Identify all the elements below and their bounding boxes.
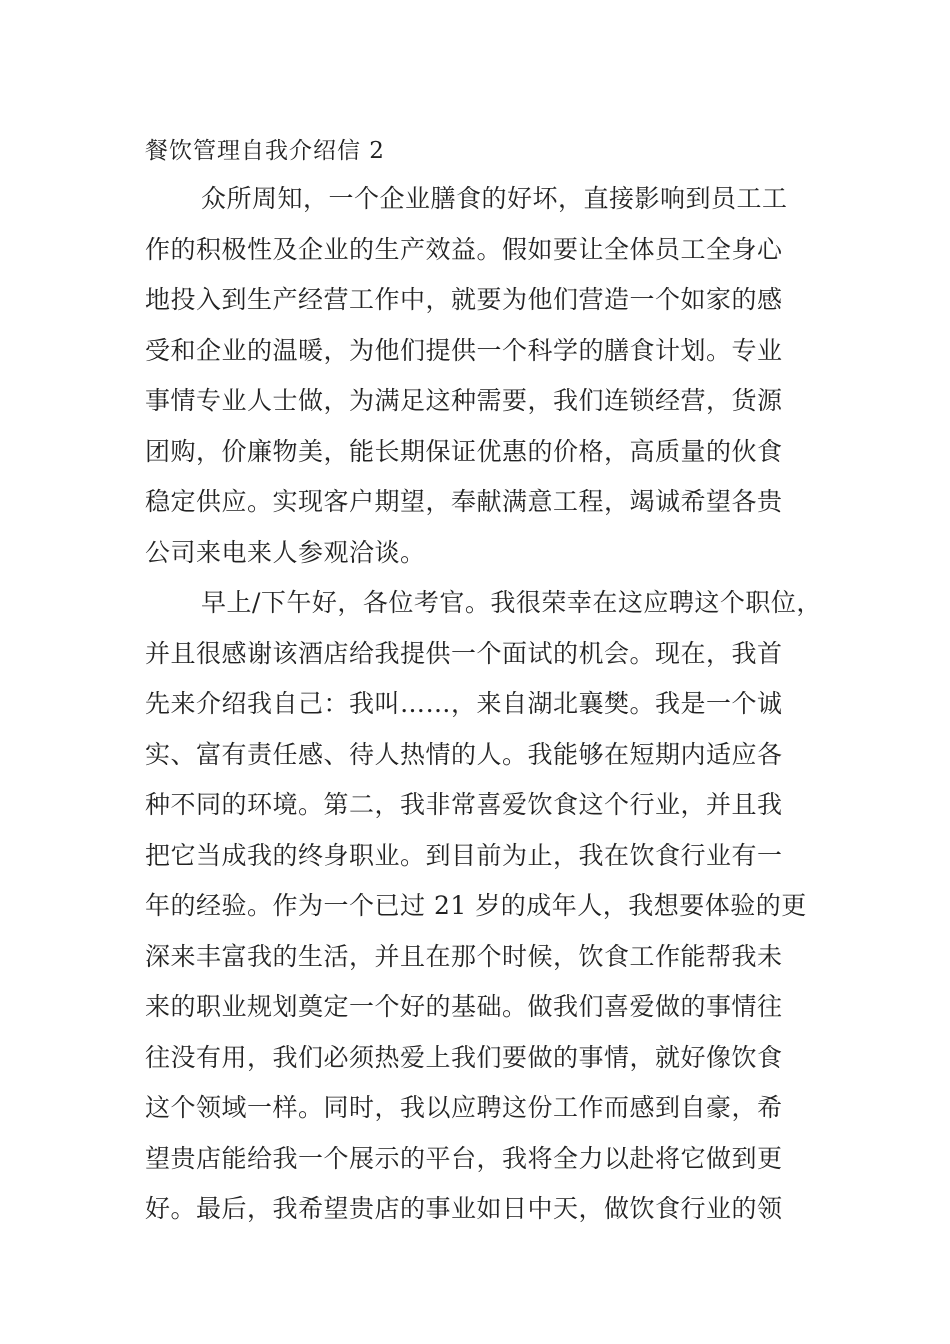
paragraph-line: 团购，价廉物美，能长期保证优惠的价格，高质量的伙食 <box>145 436 783 466</box>
paragraph-line: 地投入到生产经营工作中，就要为他们营造一个如家的感 <box>145 285 783 314</box>
paragraph-1 <box>145 174 810 578</box>
paragraph-line: 把它当成我的终身职业。到目前为止，我在饮食行业有一 <box>145 840 783 870</box>
document-body <box>145 128 822 1235</box>
paragraph-line: 公司来电来人参观洽谈。 <box>145 537 426 567</box>
paragraph-line: 种不同的环境。第二，我非常喜爱饮食这个行业，并且我 <box>145 790 783 819</box>
paragraph-line: 受和企业的温暖，为他们提供一个科学的膳食计划。专业 <box>145 335 783 365</box>
paragraph-line: 事情专业人士做，为满足这种需要，我们连锁经营，货源 <box>145 386 783 415</box>
paragraph-line: 众所周知，一个企业膳食的好坏，直接影响到员工工 <box>201 184 788 213</box>
paragraph-line: 作的积极性及企业的生产效益。假如要让全体员工全身心 <box>145 234 783 264</box>
paragraph-line: 并且很感谢该酒店给我提供一个面试的机会。现在，我首 <box>145 638 783 668</box>
paragraph-line: 先来介绍我自己：我叫……，来自湖北襄樊。我是一个诚 <box>145 689 783 718</box>
paragraph-line: 年的经验。作为一个已过 21 岁的成年人，我想要体验的更 <box>145 891 807 920</box>
paragraph-2 <box>145 578 822 1235</box>
paragraph-line: 深来丰富我的生活，并且在那个时候，饮食工作能帮我未 <box>145 941 783 971</box>
paragraph-line: 实、富有责任感、待人热情的人。我能够在短期内适应各 <box>145 739 783 769</box>
paragraph-line: 望贵店能给我一个展示的平台，我将全力以赴将它做到更 <box>145 1143 783 1173</box>
paragraph-line: 这个领域一样。同时，我以应聘这份工作而感到自豪，希 <box>145 1093 783 1122</box>
paragraph-line: 往没有用，我们必须热爱上我们要做的事情，就好像饮食 <box>145 1042 783 1072</box>
paragraph-line: 好。最后，我希望贵店的事业如日中天，做饮食行业的领 <box>145 1194 783 1223</box>
paragraph-line: 稳定供应。实现客户期望，奉献满意工程，竭诚希望各贵 <box>145 487 783 516</box>
document-title: 餐饮管理自我介绍信 2 <box>145 138 385 164</box>
paragraph-line: 来的职业规划奠定一个好的基础。做我们喜爱做的事情往 <box>145 992 783 1021</box>
paragraph-line: 早上/下午好，各位考官。我很荣幸在这应聘这个职位， <box>201 588 822 617</box>
